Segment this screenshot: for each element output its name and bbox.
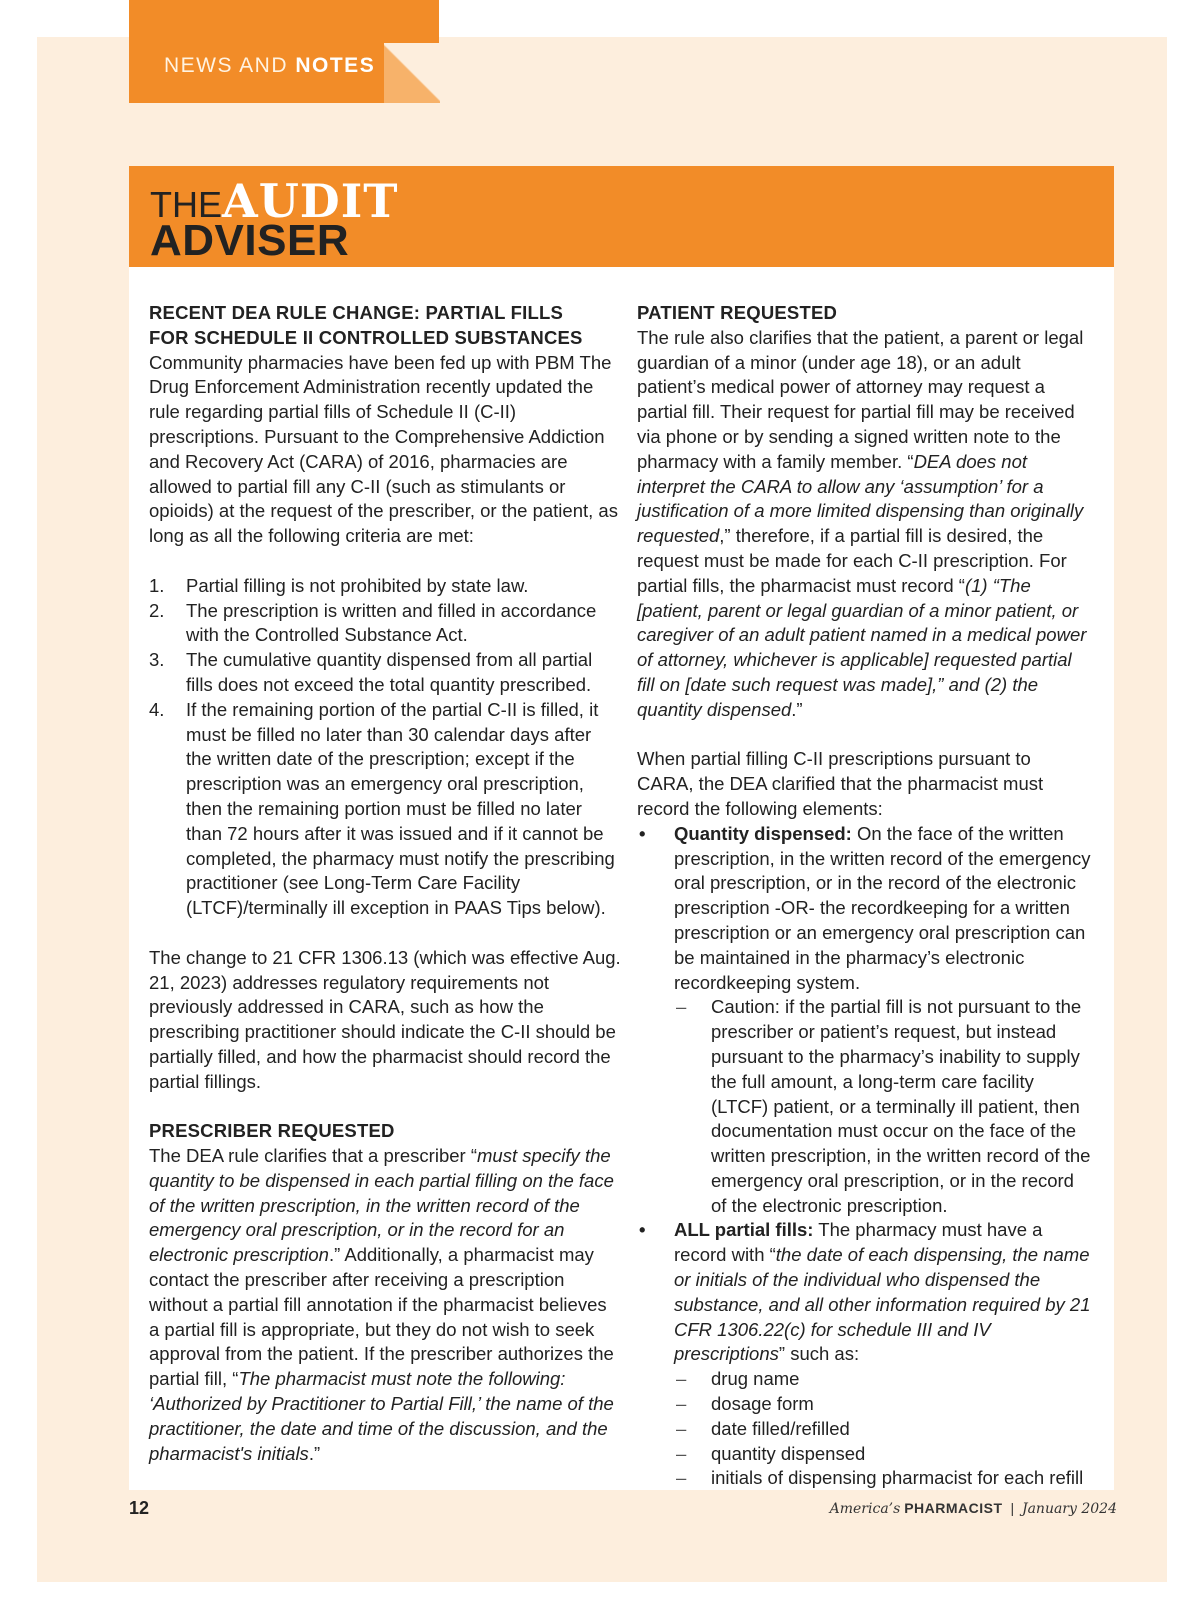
list-item — [674, 1466, 1092, 1491]
issue-date: January 2024 — [1021, 1501, 1117, 1517]
record-item-text: dosage form — [711, 1393, 814, 1415]
article-card — [129, 166, 1114, 1490]
section-tab-prefix: NEWS AND — [164, 54, 289, 77]
list-item — [674, 1392, 1092, 1417]
caution-text: Caution: if the partial fill is not pursuant to the prescriber or patient’s request, but instead pursuant to the pharmacy’s inability to supply the full amount, a long-term care facility (LTCF) patient, or a terminally ill patient, then documentation must occur on the face of the written prescription, in the written record of the emergency oral prescription, or in the record of the electronic prescription. — [711, 996, 1091, 1216]
caution-list — [674, 995, 1092, 1218]
patient-quote-1: DEA does not interpret the CARA to allow any ‘assumption’ for a justification of a more limited dispensing than originally requested — [637, 450, 1084, 547]
record-items-list — [674, 1367, 1092, 1491]
prescriber-text-1: The DEA rule clarifies that a prescriber “ — [149, 1145, 477, 1167]
record-item-text: quantity dispensed — [711, 1442, 866, 1464]
banner-audit: AUDIT — [222, 174, 399, 228]
prescriber-quote-1: must specify the quantity to be dispensed in each partial filling on the face of the written prescription, in the written record of the emergency oral prescription, or in the record for an electronic prescription — [149, 1145, 614, 1266]
dash-icon: – — [676, 1467, 687, 1489]
list-item-text: Partial filling is not prohibited by state law. — [186, 574, 529, 596]
quantity-dispensed-text: On the face of the written prescription, in the written record of the emergency oral prescription, or in the record of the electronic prescription -OR- the recordkeeping for a written prescription or an emergency oral prescription can be maintained in the pharmacy’s electronic recordkeeping system. — [674, 822, 1091, 993]
banner-the: THE — [150, 184, 222, 225]
prescriber-text-2: .” Additionally, a pharmacist may contact the prescriber after receiving a prescription without a partial fill annotation if the pharmacist believes a partial fill is appropriate, but they do not wish to seek approval from the patient. If the prescriber authorizes the partial fill, “ — [149, 1244, 614, 1390]
list-item-text: The cumulative quantity dispensed from all partial fills does not exceed the total quantity prescribed. — [186, 649, 593, 695]
patient-quote-2: (1) “The [patient, parent or legal guardian of a minor patient, or caregiver of an adult patient named in a medical power of attorney, whichever is applicable] requested partial fill on [date such request was made],” and (2) the quantity dispensed — [637, 574, 1087, 720]
list-number: 3. — [149, 649, 165, 671]
record-item-text: date filled/refilled — [711, 1417, 850, 1439]
list-item — [149, 599, 621, 649]
right-column — [637, 301, 1092, 1491]
prescriber-quote-2: The pharmacist must note the following: ‘Authorized by Practitioner to Partial Fill,’ the name of the practitioner, the date and time of the discussion, and the pharmacist's initials — [149, 1368, 614, 1464]
list-number: 1. — [149, 574, 165, 596]
publication-prefix: America’s — [829, 1501, 901, 1517]
record-item-text: initials of dispensing pharmacist for each refill — [711, 1467, 1084, 1489]
list-item — [674, 995, 1092, 1218]
all-partial-fills-label: ALL partial fills: — [674, 1219, 814, 1241]
banner-adviser: ADVISER — [150, 216, 350, 265]
list-item — [674, 1367, 1092, 1392]
patient-paragraph — [637, 326, 1092, 723]
section-tab-label — [164, 54, 375, 78]
list-item-text: If the remaining portion of the partial C-II is filled, it must be filled no later than 30 calendar days after the written date of the prescription; except if the prescription was an emergency oral prescription, then the remaining portion must be filled no later than 72 hours after it was issued and if it cannot be completed, the pharmacy must notify the prescribing practitioner (see Long-Term Care Facility (LTCF)/terminally ill exception in PAAS Tips below). — [186, 698, 615, 919]
title-banner — [129, 166, 1114, 267]
publication-name: PHARMACIST — [904, 1500, 1003, 1516]
footer-separator: | — [1010, 1500, 1015, 1516]
prescriber-paragraph — [149, 1144, 621, 1466]
list-number: 2. — [149, 599, 165, 621]
page-number: 12 — [129, 1498, 150, 1518]
list-number: 4. — [149, 698, 165, 720]
prescriber-heading: PRESCRIBER REQUESTED — [149, 1120, 395, 1142]
bullet-icon: • — [639, 822, 646, 844]
left-column — [149, 301, 621, 1466]
prescriber-text-end: .” — [308, 1442, 321, 1464]
publication-footer — [830, 1500, 1117, 1517]
change-paragraph: The change to 21 CFR 1306.13 (which was effective Aug. 21, 2023) addresses regulatory requirements not previously addressed in CARA, such as how the prescribing practitioner should indicate the C-II should be partially filled, and how the pharmacist should record the partial fillings. — [149, 946, 621, 1092]
list-item — [149, 574, 621, 599]
list-item — [149, 648, 621, 698]
criteria-list — [149, 574, 621, 921]
list-item — [149, 698, 621, 921]
list-item — [674, 1417, 1092, 1442]
intro-paragraph: Community pharmacies have been fed up with PBM The Drug Enforcement Administration recently updated the rule regarding partial fills of Schedule II (C-II) prescriptions. Pursuant to the Comprehensive Addiction and Recovery Act (CARA) of 2016, pharmacies are allowed to partial fill any C-II (such as stimulants or opioids) at the request of the prescriber, or the patient, as long as all the following criteria are met: — [149, 351, 618, 547]
elements-intro: When partial filling C-II prescriptions pursuant to CARA, the DEA clarified that the pharmacist must record the following elements: — [637, 748, 1044, 819]
all-partial-fills-text: The pharmacy must have a record with “ — [674, 1219, 1043, 1266]
quantity-dispensed-label: Quantity dispensed: — [674, 822, 852, 844]
list-item — [637, 822, 1092, 1219]
bullet-icon: • — [639, 1219, 646, 1241]
list-item — [674, 1442, 1092, 1467]
dash-icon: – — [676, 1368, 687, 1390]
article-heading-line1: RECENT DEA RULE CHANGE: PARTIAL FILLS — [149, 302, 564, 323]
patient-text-1: The rule also clarifies that the patient, a parent or legal guardian of a minor (under age 18), or an adult patient’s medical power of attorney may request a partial fill. Their request for partial fill may be received via phone or by sending a signed written note to the pharmacy with a family member. “ — [637, 326, 1084, 472]
elements-list — [637, 822, 1092, 1492]
all-partial-fills-end: ” such as: — [778, 1343, 860, 1365]
article-heading-line2: FOR SCHEDULE II CONTROLLED SUBSTANCES — [149, 326, 583, 348]
dash-icon: – — [676, 1393, 687, 1415]
tab-fold-corner — [384, 43, 440, 103]
list-item-text: The prescription is written and filled in accordance with the Controlled Substance Act. — [186, 599, 597, 646]
record-item-text: drug name — [711, 1368, 800, 1390]
section-tab-emphasis: NOTES — [295, 54, 376, 77]
dash-icon: – — [676, 1442, 687, 1464]
dash-icon: – — [676, 1417, 687, 1439]
patient-text-end: .” — [791, 698, 803, 720]
patient-text-2: ,” therefore, if a partial fill is desired, the request must be made for each C-II prescription. For partial fills, the pharmacist must record “ — [637, 525, 1067, 596]
patient-heading: PATIENT REQUESTED — [637, 302, 838, 323]
list-item — [637, 1218, 1092, 1491]
dash-icon: – — [676, 996, 687, 1018]
all-partial-fills-quote: the date of each dispensing, the name or initials of the individual who dispensed the substance, and all other information required by 21 CFR 1306.22(c) for schedule III and IV prescriptions — [674, 1244, 1091, 1365]
